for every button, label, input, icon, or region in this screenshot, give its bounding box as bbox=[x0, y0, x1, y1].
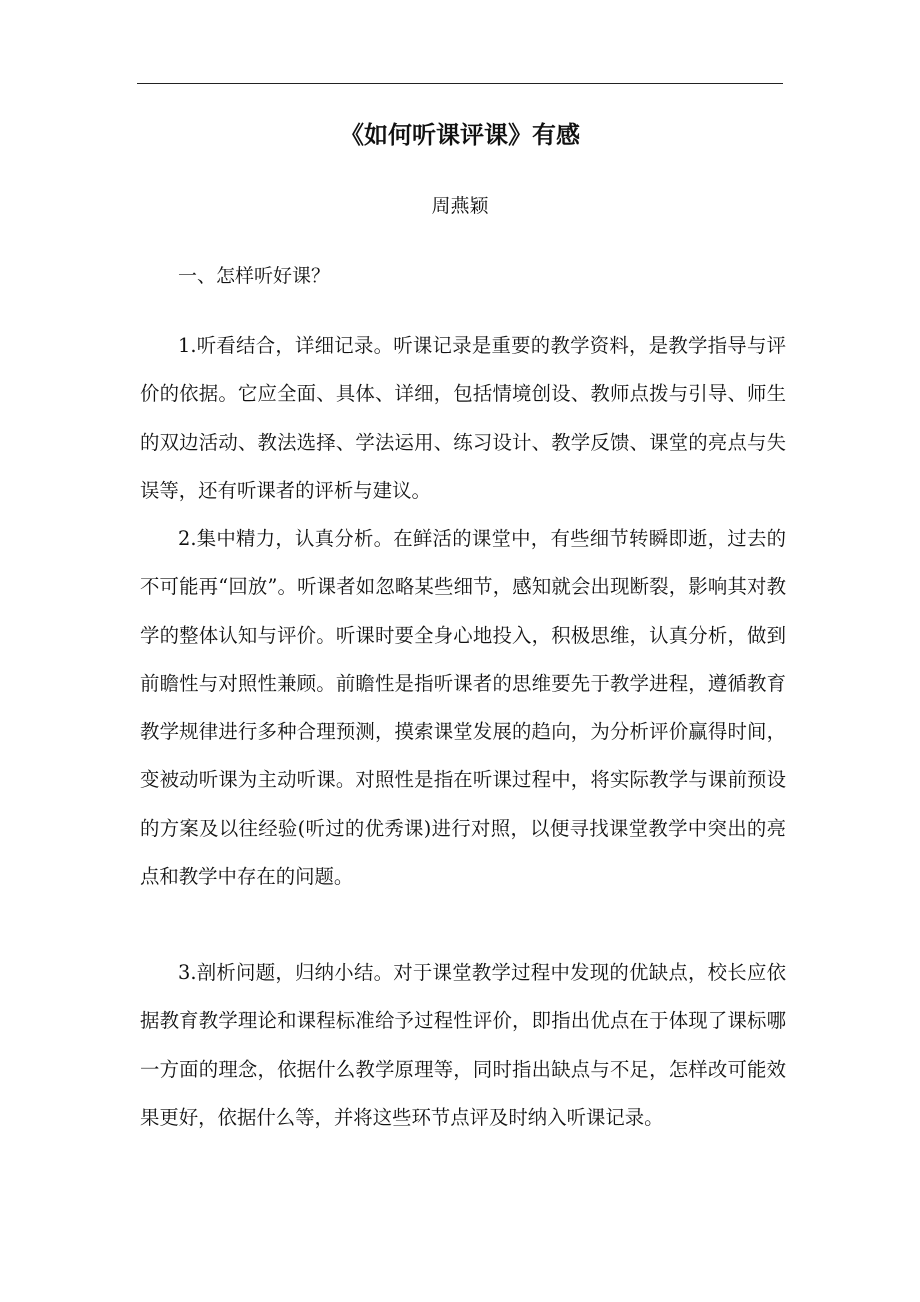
paragraph-2: 2.集中精力，认真分析。在鲜活的课堂中，有些细节转瞬即逝，过去的不可能再“回放”。听课者如忽略某些细节，感知就会出现断裂，影响其对教学的整体认知与评价。听课时要全身心地投入，积极思维，认真分析，做到前瞻性与对照性兼顾。前瞻性是指听课者的思维要先于教学进程，遵循教育教学规律进行多种合理预测，摸索课堂发展的趋向，为分析评价赢得时间，变被动听课为主动听课。对照性是指在听课过程中，将实际教学与课前预设的方案及以往经验(听过的优秀课)进行对照，以便寻找课堂教学中突出的亮点和教学中存在的问题。 bbox=[140, 527, 786, 889]
section-heading: 一、怎样听好课？ bbox=[178, 265, 331, 287]
paragraph-3: 3.剖析问题，归纳小结。对于课堂教学过程中发现的优缺点，校长应依据教育教学理论和课程标准给予过程性评价，即指出优点在于体现了课标哪一方面的理念，依据什么教学原理等，同时指出缺点与不足，怎样改可能效果更好，依据什么等，并将这些环节点评及时纳入听课记录。 bbox=[140, 961, 786, 1129]
author-name: 周燕颖 bbox=[431, 195, 489, 217]
header-rule bbox=[137, 83, 783, 84]
document-title: 《如何听课评课》有感 bbox=[340, 120, 580, 149]
paragraph-1: 1.听看结合，详细记录。听课记录是重要的教学资料，是教学指导与评价的依据。它应全面、具体、详细，包括情境创设、教师点拨与引导、师生的双边活动、教法选择、学法运用、练习设计、教学反馈、课堂的亮点与失误等，还有听课者的评析与建议。 bbox=[140, 334, 786, 502]
